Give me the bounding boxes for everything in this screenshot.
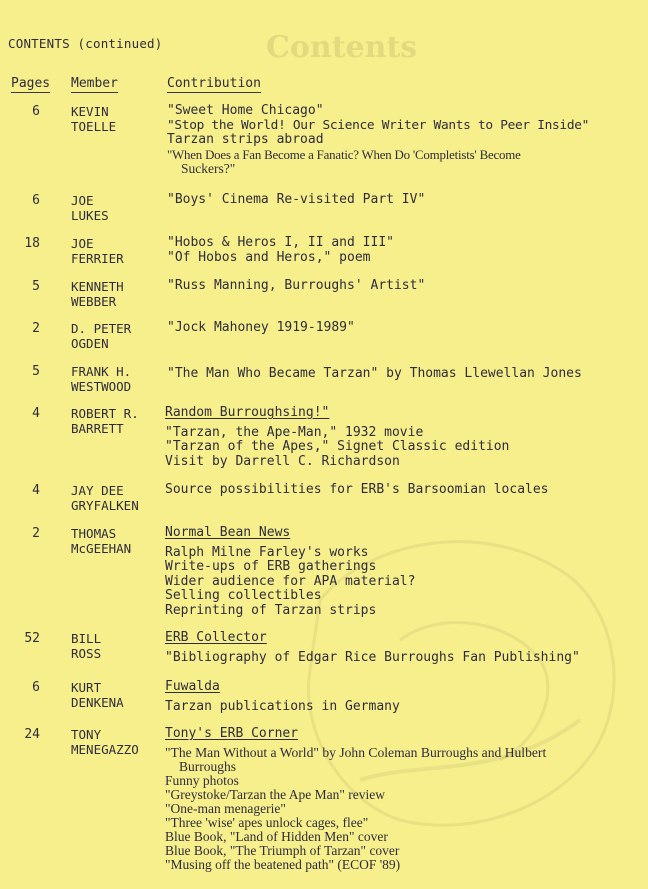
contribution-list (165, 526, 641, 618)
member-name (71, 631, 163, 661)
member-name-line: DENKENA (71, 695, 124, 710)
contribution-line: "Jock Mahoney 1919-1989" (167, 320, 355, 335)
contribution-list (167, 104, 643, 176)
contribution-list (167, 279, 643, 294)
page-count: 6 (32, 104, 40, 119)
member-name (71, 364, 163, 394)
contribution-list (167, 367, 643, 382)
contribution-line: "Musing off the beatened path" (ECOF '89) (165, 856, 401, 872)
member-name-line: FERRIER (71, 251, 124, 266)
page-count: 2 (32, 526, 40, 541)
page-count: 2 (32, 321, 40, 336)
page-count: 4 (32, 406, 40, 421)
member-name-line: KENNETH (71, 279, 124, 294)
contribution-line: "Stop the World! Our Science Writer Wants to Peer Inside" (167, 117, 590, 133)
page-count: 18 (24, 236, 40, 251)
contribution-list (165, 631, 641, 665)
contribution-line: Tarzan publications in Germany (165, 698, 400, 714)
member-name (71, 236, 163, 266)
member-name-line: WEBBER (71, 294, 117, 309)
member-name-line: WESTWOOD (71, 379, 132, 394)
contribution-list (167, 236, 643, 265)
page-count: 6 (32, 680, 40, 695)
member-name (71, 680, 163, 710)
page-count: 52 (24, 631, 40, 646)
member-name-line: BILL (71, 631, 102, 646)
contribution-line: Reprinting of Tarzan strips (165, 602, 377, 618)
show-through-text: Contents (266, 30, 418, 65)
member-name-line: KEVIN (71, 104, 109, 119)
page-count: 6 (32, 193, 40, 208)
member-name-line: THOMAS (71, 526, 117, 541)
contribution-line: Blue Book, "The Triumph of Tarzan" cover (165, 842, 400, 858)
member-name-line: JOE (71, 236, 94, 251)
contribution-list (165, 727, 641, 872)
contribution-line: "Of Hobos and Heros," poem (167, 249, 371, 265)
contribution-line: Funny photos (165, 772, 239, 788)
contribution-line: "The Man Without a World" by John Coleman Burroughs and Hulbert (165, 744, 547, 760)
contribution-line: Ralph Milne Farley's works (165, 544, 369, 560)
contribution-line: Visit by Darrell C. Richardson (165, 453, 400, 469)
contribution-line: Suckers?" (181, 160, 236, 176)
member-name (71, 193, 163, 223)
contribution-list (165, 680, 641, 714)
member-name (71, 526, 163, 556)
contribution-line: "Tarzan of the Apes," Signet Classic edition (165, 439, 510, 454)
contribution-line: "Tarzan, the Ape-Man," 1932 movie (165, 424, 424, 440)
contribution-line: Burroughs (179, 758, 236, 774)
contribution-line: "Bibliography of Edgar Rice Burroughs Fan Publishing" (165, 649, 580, 665)
contribution-line: Selling collectibles (165, 588, 322, 603)
column-header-contribution: Contribution (167, 76, 261, 91)
member-name (71, 279, 163, 309)
member-name (71, 321, 163, 351)
contribution-line: "One-man menagerie" (165, 800, 286, 816)
contribution-line: "The Man Who Became Tarzan" by Thomas Llewellan Jones (167, 366, 582, 381)
contribution-list (167, 321, 643, 336)
member-name-line: TOELLE (71, 119, 117, 134)
member-name-line: TONY (71, 727, 102, 742)
member-name-line: McGEEHAN (71, 541, 132, 556)
contribution-line: "Three 'wise' apes unlock cages, flee" (165, 814, 369, 830)
contribution-line: Source possibilities for ERB's Barsoomian locales (165, 482, 549, 497)
member-name-line: ROBERT R. (71, 406, 139, 421)
page-count: 5 (32, 364, 40, 379)
contribution-list (165, 483, 641, 498)
page-count: 5 (32, 279, 40, 294)
column-title: Tony's ERB Corner (165, 726, 299, 741)
member-name-line: FRANK H. (71, 364, 132, 379)
member-name (71, 727, 163, 757)
contribution-line: "When Does a Fan Become a Fanatic? When Do 'Completists' Become (167, 147, 521, 162)
contribution-line: Tarzan strips abroad (167, 132, 324, 147)
contribution-line: Wider audience for APA material? (165, 573, 416, 589)
member-name-line: MENEGAZZO (71, 742, 139, 757)
column-title: Normal Bean News (165, 525, 291, 540)
member-name-line: BARRETT (71, 421, 124, 436)
member-name-line: KURT (71, 680, 102, 695)
member-name-line: D. PETER (71, 321, 132, 336)
member-name-line: OGDEN (71, 336, 109, 351)
contribution-list (167, 193, 643, 208)
member-name (71, 406, 163, 436)
page-heading: CONTENTS (continued) (8, 36, 163, 51)
page-count: 24 (24, 727, 40, 742)
contribution-list (165, 406, 641, 469)
member-name (71, 104, 163, 134)
column-title: ERB Collector (165, 630, 267, 645)
contribution-line: Blue Book, "Land of Hidden Men" cover (165, 828, 388, 844)
member-name-line: JOE (71, 193, 94, 208)
contribution-line: Write-ups of ERB gatherings (165, 559, 377, 574)
contribution-line: "Boys' Cinema Re-visited Part IV" (167, 192, 426, 207)
column-title: Random Burroughsing!" (165, 405, 330, 420)
member-name-line: ROSS (71, 646, 102, 661)
page-count: 4 (32, 483, 40, 498)
column-title: Fuwalda (165, 679, 220, 694)
member-name-line: JAY DEE (71, 483, 124, 498)
contribution-line: "Hobos & Heros I, II and III" (167, 235, 394, 250)
contribution-line: "Sweet Home Chicago" (167, 103, 324, 118)
contribution-line: "Russ Manning, Burroughs' Artist" (167, 278, 426, 293)
member-name-line: LUKES (71, 208, 109, 223)
column-header-member: Member (71, 76, 118, 91)
column-header-pages: Pages (11, 76, 51, 91)
member-name-line: GRYFALKEN (71, 498, 139, 513)
member-name (71, 483, 163, 513)
contribution-line: "Greystoke/Tarzan the Ape Man" review (165, 786, 385, 802)
